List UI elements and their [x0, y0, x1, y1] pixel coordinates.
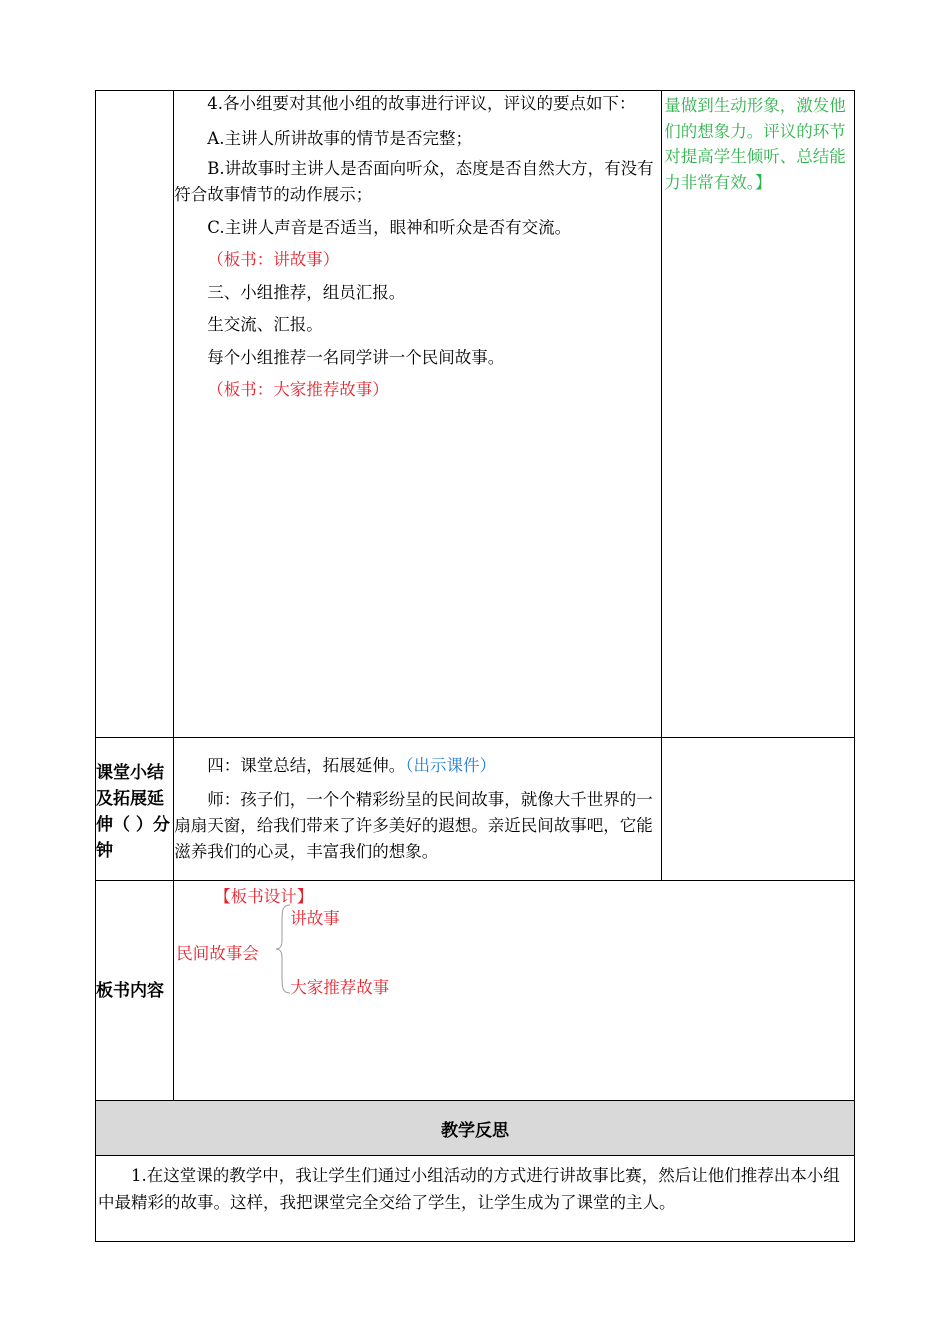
reflection-title: 教学反思	[96, 1101, 855, 1156]
summary-heading-text: 四：课堂总结，拓展延伸。	[207, 756, 406, 775]
summary-label: 课堂小结及拓展延伸（ ）分钟	[96, 763, 170, 861]
summary-row	[96, 738, 855, 881]
review-point-b: B.讲故事时主讲人是否面向听众，态度是否自然大方，有没有符合故事情节的动作展示；	[174, 158, 654, 204]
lesson-plan-table	[95, 90, 855, 1242]
board-design-cell	[174, 881, 855, 1101]
curly-brace-icon	[274, 903, 294, 995]
board-row	[96, 881, 855, 1101]
summary-heading	[174, 750, 661, 783]
review-point-a: A.主讲人所讲故事的情节是否完整；	[207, 129, 472, 148]
reflection-body-cell	[96, 1156, 855, 1242]
board-branch-bottom: 大家推荐故事	[290, 978, 390, 997]
activity-row	[96, 91, 855, 738]
summary-label-cell	[96, 738, 174, 881]
review-point-c: C.主讲人声音是否适当，眼神和听众是否有交流。	[207, 217, 572, 237]
board-diagram	[174, 881, 854, 1097]
activity-main-cell	[174, 91, 662, 738]
courseware-hint: （出示课件）	[405, 756, 497, 775]
board-design-title: 【板书设计】	[214, 887, 314, 906]
summary-main-cell	[174, 738, 662, 881]
board-note-tell-story: （板书：讲故事）	[207, 250, 340, 269]
board-note-recommend-story: （板书：大家推荐故事）	[207, 380, 389, 399]
reflection-body-row	[96, 1156, 855, 1242]
review-points-intro: 4.各小组要对其他小组的故事进行评议，评议的要点如下：	[207, 94, 636, 113]
step-three-heading: 三、小组推荐，组员汇报。	[207, 282, 406, 302]
teacher-closing-remarks: 师：孩子们，一个个精彩纷呈的民间故事，就像大千世界的一扇扇天窗，给我们带来了许多美好的遐想。亲近民间故事吧，它能滋养我们的心灵，丰富我们的想象。	[174, 789, 653, 861]
reflection-header-row	[96, 1101, 855, 1156]
board-label-cell	[96, 881, 174, 1101]
student-exchange-text: 生交流、汇报。	[207, 315, 323, 334]
board-branch-top: 讲故事	[290, 909, 340, 928]
board-label: 板书内容	[96, 980, 164, 1001]
board-center-topic: 民间故事会	[176, 944, 259, 963]
activity-label-cell	[96, 91, 174, 738]
design-note-text: 量做到生动形象，激发他们的想象力。评议的环节对提高学生倾听、总结能力非常有效。】	[664, 96, 846, 192]
reflection-text: 1.在这堂课的教学中，我让学生们通过小组活动的方式进行讲故事比赛，然后让他们推荐出本小组中最精彩的故事。这样，我把课堂完全交给了学生，让学生成为了课堂的主人。	[98, 1166, 840, 1212]
summary-note-cell	[662, 738, 855, 881]
group-recommend-text: 每个小组推荐一名同学讲一个民间故事。	[207, 347, 505, 367]
design-note-cell	[662, 91, 855, 738]
